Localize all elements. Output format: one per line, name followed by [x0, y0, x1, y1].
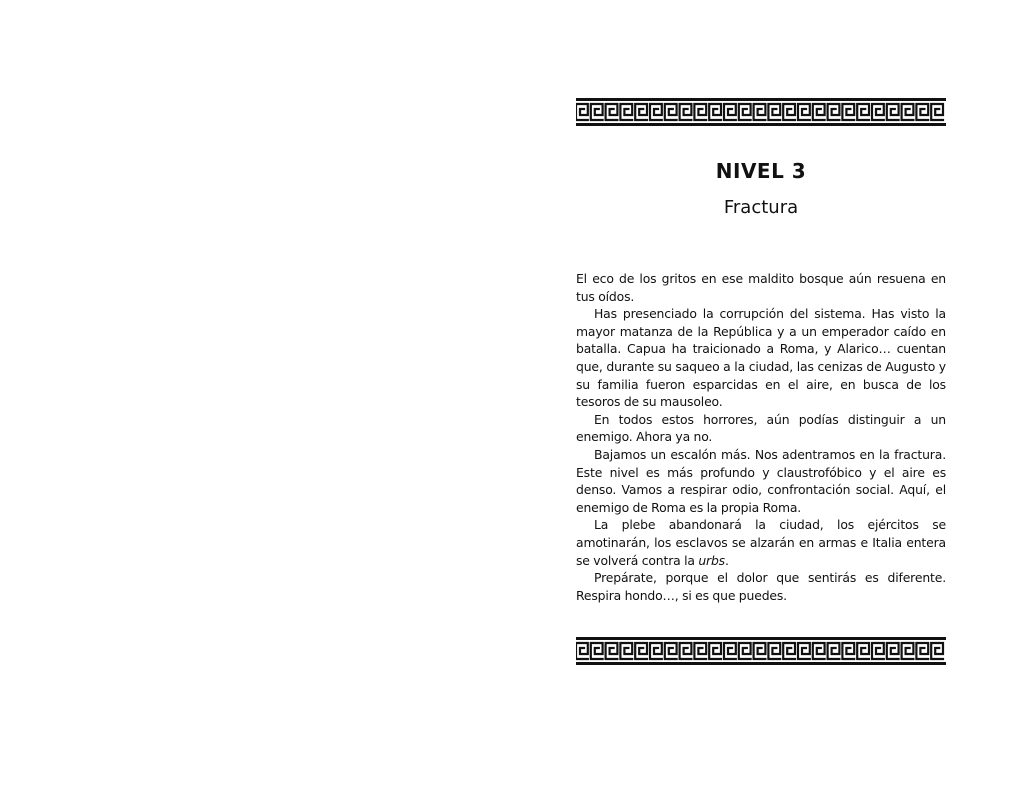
paragraph-5	[576, 516, 946, 569]
paragraph-1: El eco de los gritos en ese maldito bosque aún resuena en tus oídos.	[576, 271, 946, 304]
paragraph-5-text: La plebe abandonará la ciudad, los ejércitos se amotinarán, los esclavos se alzarán en armas e Italia entera se volverá contra la	[576, 517, 946, 568]
paragraph-6: Prepárate, porque el dolor que sentirás es diferente. Respira hondo…, si es que puedes.	[576, 570, 946, 603]
paragraph-4: Bajamos un escalón más. Nos adentramos en la fractura. Este nivel es más profundo y claustrofóbico y el aire es denso. Vamos a respirar odio, confrontación social. Aquí, el enemigo de Roma es la propia Roma.	[576, 446, 946, 515]
greek-key-border-bottom	[576, 637, 946, 665]
paragraph-3: En todos estos horrores, aún podías distinguir a un enemigo. Ahora ya no.	[576, 411, 946, 445]
chapter-level-heading: NIVEL 3	[715, 159, 807, 183]
paragraph-5-end: .	[724, 552, 729, 568]
paragraph-2: Has presenciado la corrupción del sistema. Has visto la mayor matanza de la República y a un emperador caído en batalla. Capua ha traicionado a Roma, y Alarico… cuentan que, durante su saqueo a la ciudad, las cenizas de Augusto y su familia fueron esparcidas en el aire, en busca de los tesoros de su mausoleo.	[576, 306, 946, 410]
greek-key-border-top	[576, 98, 946, 126]
paragraph-5-italic-word: urbs	[698, 552, 725, 568]
chapter-body	[576, 270, 946, 604]
chapter-title: Fractura	[723, 197, 799, 218]
